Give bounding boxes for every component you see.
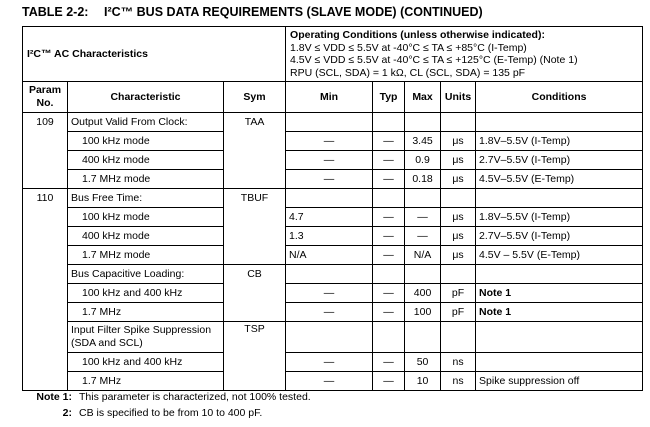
table-title: I²C™ BUS DATA REQUIREMENTS (SLAVE MODE) (CONTINUED) (104, 5, 483, 19)
note-2 (22, 405, 642, 421)
col-max: Max (405, 82, 441, 113)
col-typ: Typ (373, 82, 405, 113)
col-min: Min (286, 82, 373, 113)
table-caption (22, 5, 642, 19)
table-row: 100 kHz mode 4.7 — — μs 1.8V–5.5V (I-Temp) (23, 208, 643, 227)
note-1-text: This parameter is characterized, not 100% tested. (79, 391, 311, 403)
table-number: TABLE 2-2: (22, 5, 89, 19)
op-cond-line-4: RPU (SCL, SDA) = 1 kΩ, CL (SCL, SDA) = 135 pF (290, 66, 526, 79)
table-row: 109 Output Valid From Clock: TAA (23, 113, 643, 132)
table-row: 110 Bus Free Time: TBUF (23, 189, 643, 208)
table-row: Input Filter Spike Suppression (SDA and SCL) TSP (23, 322, 643, 353)
ac-characteristics-title: I²C™ AC Characteristics (23, 27, 286, 82)
table-row: 1.7 MHz — — 100 pF Note 1 (23, 303, 643, 322)
table-row: 400 kHz mode — — 0.9 μs 2.7V–5.5V (I-Temp) (23, 151, 643, 170)
table-row: Bus Capacitive Loading: CB (23, 265, 643, 284)
op-cond-line-1: Operating Conditions (unless otherwise indicated): (290, 29, 545, 41)
note-2-label: 2: (62, 407, 72, 419)
table-row: 100 kHz and 400 kHz — — 400 pF Note 1 (23, 284, 643, 303)
header-row (23, 27, 643, 82)
table-row: 1.7 MHz — — 10 ns Spike suppression off (23, 372, 643, 391)
table-row: 1.7 MHz mode — — 0.18 μs 4.5V–5.5V (E-Temp) (23, 170, 643, 189)
specs-table (22, 26, 643, 391)
table-row: 400 kHz mode 1.3 — — μs 2.7V–5.5V (I-Temp) (23, 227, 643, 246)
col-characteristic: Characteristic (68, 82, 224, 113)
table-notes (22, 389, 642, 421)
op-cond-line-2: 1.8V ≤ VDD ≤ 5.5V at -40°C ≤ TA ≤ +85°C (I-Temp) (290, 41, 527, 54)
col-units: Units (441, 82, 476, 113)
note-2-text: CB is specified to be from 10 to 400 pF. (79, 407, 263, 419)
note-1-label: Note 1: (36, 391, 72, 403)
op-cond-line-3: 4.5V ≤ VDD ≤ 5.5V at -40°C ≤ TA ≤ +125°C (E-Temp) (Note 1) (290, 54, 578, 66)
table-row: 100 kHz mode — — 3.45 μs 1.8V–5.5V (I-Temp) (23, 132, 643, 151)
note-1 (22, 389, 642, 405)
operating-conditions (286, 27, 643, 82)
col-sym: Sym (224, 82, 286, 113)
column-header-row (23, 82, 643, 113)
col-conditions: Conditions (476, 82, 643, 113)
col-param: Param No. (23, 82, 68, 113)
table-row: 1.7 MHz mode N/A — N/A μs 4.5V – 5.5V (E-Temp) (23, 246, 643, 265)
table-row: 100 kHz and 400 kHz — — 50 ns (23, 353, 643, 372)
